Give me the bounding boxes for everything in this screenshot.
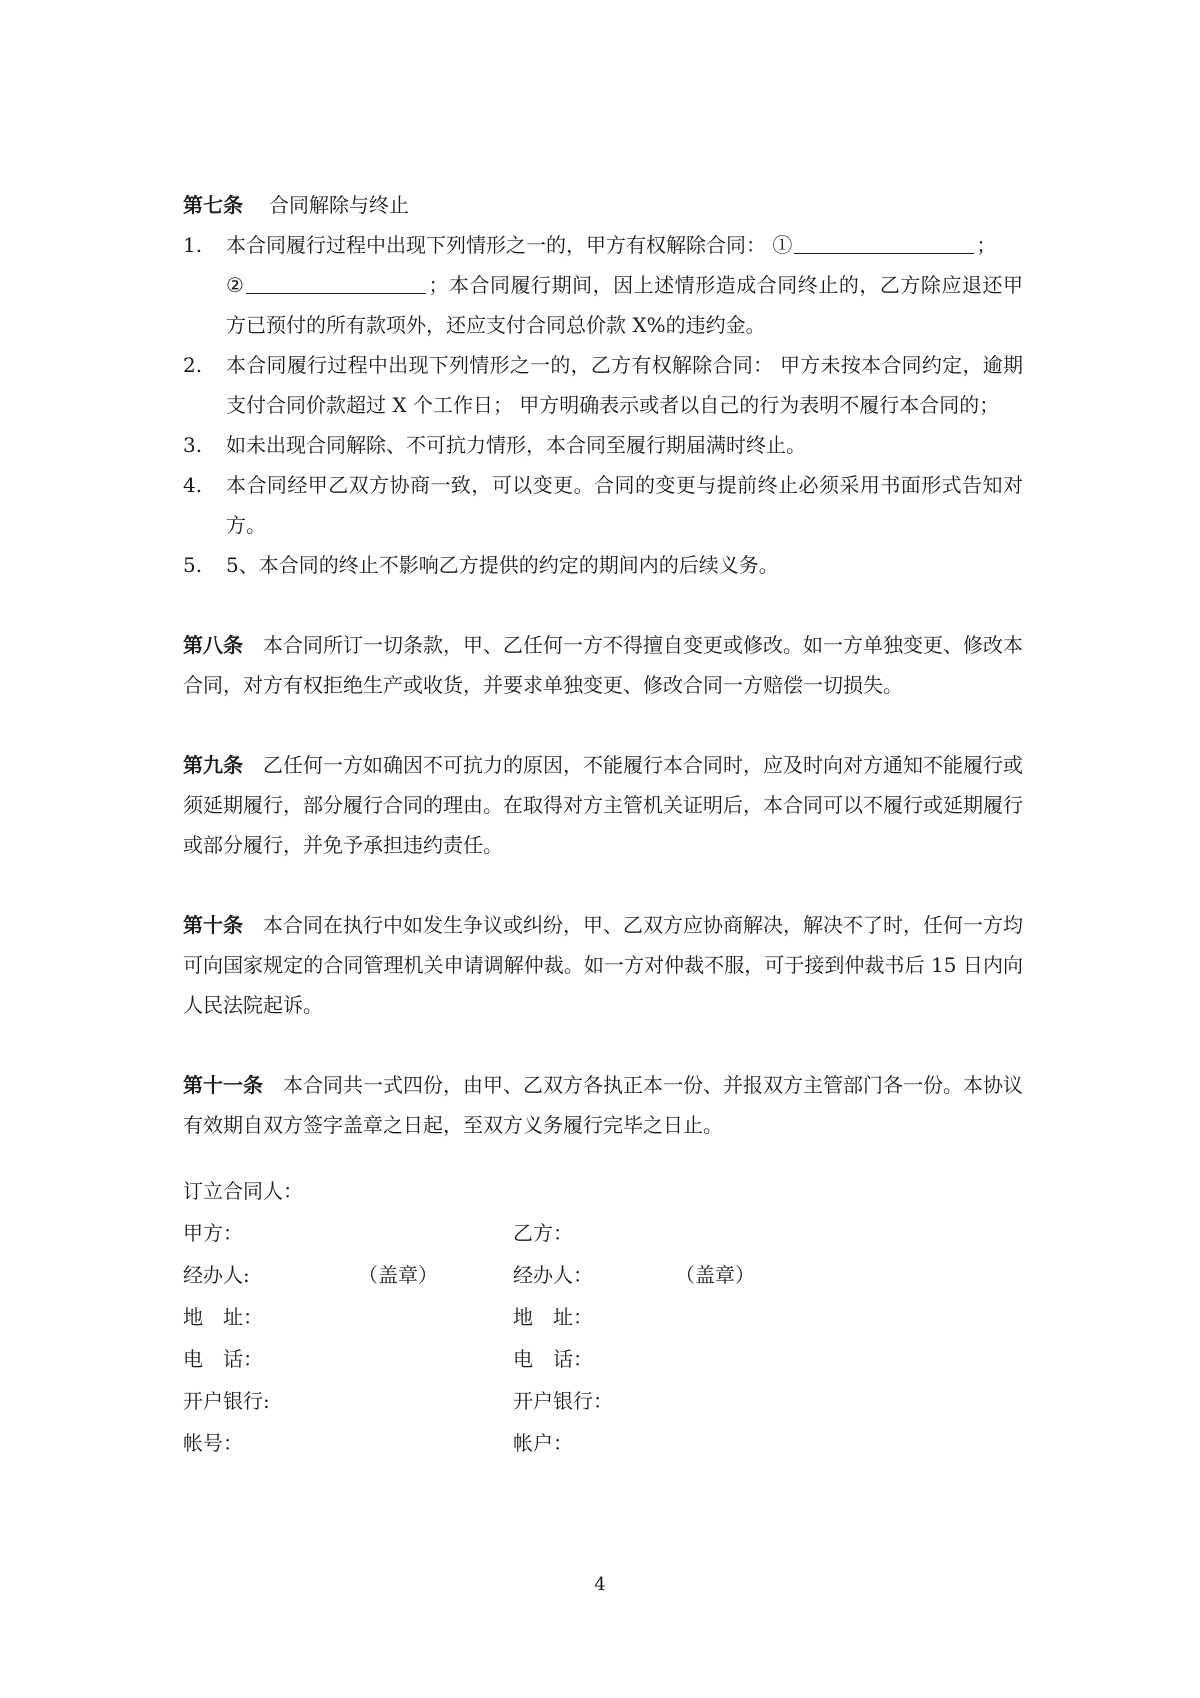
article-7-item-4 [183, 465, 1023, 545]
article-7-title: 合同解除与终止 [269, 193, 409, 217]
item-text-part: 本合同履行过程中出现下列情形之一的，甲方有权解除合同： ① [226, 233, 793, 257]
item-text: 本合同履行过程中出现下列情形之一的，乙方有权解除合同： 甲方未按本合同约定，逾期支付合同价款超过 X 个工作日； 甲方明确表示或者以自己的行为表明不履行本合同的； [226, 353, 1023, 417]
article-10-label: 第十条 [183, 913, 243, 937]
address-row [183, 1297, 1023, 1339]
article-11-text: 本合同共一式四份，由甲、乙双方各执正本一份、并报双方主管部门各一份。本协议有效期自双方签字盖章之日起，至双方义务履行完毕之日止。 [183, 1073, 1023, 1137]
party-b-agent-label: 经办人： [513, 1263, 593, 1287]
fill-in-blank-1 [794, 231, 974, 254]
item-text: 本合同经甲乙双方协商一致，可以变更。合同的变更与提前终止必须采用书面形式告知对方。 [226, 473, 1023, 537]
item-text-part: ；本合同履行期间，因上述情形造成合同终止的，乙方除应退还甲方已预付的所有款项外，还应支付合同总价款 X%的违约金。 [226, 273, 1023, 337]
item-text-part: ； [976, 233, 997, 257]
party-b-address-label: 地 址： [513, 1305, 593, 1329]
item-number: 4. [183, 473, 203, 497]
fill-in-blank-2 [246, 271, 426, 294]
spacer [183, 705, 1023, 745]
party-a-account-label: 帐号： [183, 1431, 243, 1455]
item-text: 如未出现合同解除、不可抗力情形，本合同至履行期届满时终止。 [226, 433, 806, 457]
article-9-label: 第九条 [183, 753, 243, 777]
spacer [183, 865, 1023, 905]
article-8-text: 本合同所订一切条款，甲、乙任何一方不得擅自变更或修改。如一方单独变更、修改本合同，对方有权拒绝生产或收货，并要求单独变更、修改合同一方赔偿一切损失。 [183, 633, 1023, 697]
article-8-label: 第八条 [183, 633, 243, 657]
party-b-label: 乙方： [513, 1221, 573, 1245]
article-7-item-2 [183, 345, 1023, 425]
item-number: 2. [183, 353, 203, 377]
page-number: 4 [594, 1574, 606, 1595]
party-a-seal-label: （盖章） [358, 1263, 438, 1287]
party-a-address-label: 地 址： [183, 1305, 263, 1329]
party-b-phone-label: 电 话： [513, 1347, 593, 1371]
article-10-text: 本合同在执行中如发生争议或纠纷，甲、乙双方应协商解决，解决不了时，任何一方均可向国家规定的合同管理机关申请调解仲裁。如一方对仲裁不服，可于接到仲裁书后 15 日内向人民法院起诉。 [183, 913, 1023, 1017]
item-text: 5、本合同的终止不影响乙方提供的约定的期间内的后续义务。 [226, 553, 779, 577]
phone-row [183, 1339, 1023, 1381]
article-7-item-1 [183, 225, 1023, 345]
document-body [183, 185, 1023, 1465]
party-a-agent-label: 经办人: [183, 1263, 250, 1287]
article-7-label: 第七条 [183, 193, 243, 217]
article-10 [183, 905, 1023, 1025]
item-number: 5. [183, 553, 203, 577]
spacer [183, 585, 1023, 625]
article-7-heading [183, 185, 1023, 225]
item-number: 1. [183, 233, 203, 257]
article-7-item-3 [183, 425, 1023, 465]
party-a-phone-label: 电 话： [183, 1347, 263, 1371]
bank-row [183, 1381, 1023, 1423]
spacer [183, 1025, 1023, 1065]
party-b-account-label: 帐户： [513, 1431, 573, 1455]
item-text-part: ② [226, 273, 245, 297]
account-row [183, 1423, 1023, 1465]
signature-block [183, 1171, 1023, 1465]
article-7-item-5 [183, 545, 1023, 585]
article-8 [183, 625, 1023, 705]
signature-intro-row [183, 1171, 1023, 1213]
article-11 [183, 1065, 1023, 1145]
item-number: 3. [183, 433, 203, 457]
article-9 [183, 745, 1023, 865]
contract-parties-label: 订立合同人： [183, 1179, 303, 1203]
party-a-label: 甲方： [183, 1221, 243, 1245]
article-11-label: 第十一条 [183, 1073, 263, 1097]
agent-row [183, 1255, 1023, 1297]
article-9-text: 乙任何一方如确因不可抗力的原因，不能履行本合同时，应及时向对方通知不能履行或须延期履行，部分履行合同的理由。在取得对方主管机关证明后，本合同可以不履行或延期履行或部分履行，并免予承担违约责任。 [183, 753, 1023, 857]
party-b-bank-label: 开户银行： [513, 1389, 613, 1413]
party-a-bank-label: 开户银行: [183, 1389, 270, 1413]
party-b-seal-label: （盖章） [675, 1263, 755, 1287]
party-row [183, 1213, 1023, 1255]
